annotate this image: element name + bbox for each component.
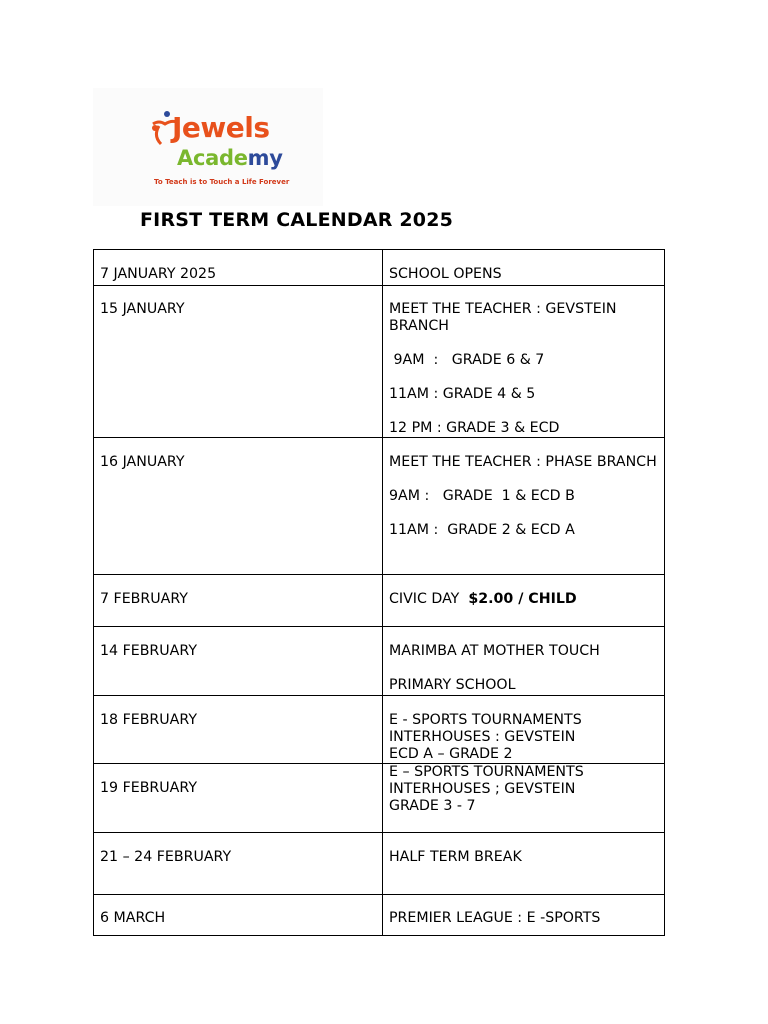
date-cell: 18 FEBRUARY bbox=[94, 696, 383, 764]
table-row bbox=[94, 575, 665, 627]
date-cell: 14 FEBRUARY bbox=[94, 627, 383, 696]
date-cell: 6 MARCH bbox=[94, 895, 383, 936]
table-row bbox=[94, 764, 665, 833]
logo-name-jewels: Jewels bbox=[172, 111, 270, 144]
event-cell: SCHOOL OPENS bbox=[383, 250, 665, 286]
logo-name-academy: Academy bbox=[177, 146, 283, 170]
event-cell: CIVIC DAY $2.00 / CHILD bbox=[383, 575, 665, 627]
event-cell: PREMIER LEAGUE : E -SPORTS bbox=[383, 895, 665, 936]
date-cell: 21 – 24 FEBRUARY bbox=[94, 833, 383, 895]
event-cell: MARIMBA AT MOTHER TOUCH PRIMARY SCHOOL bbox=[383, 627, 665, 696]
table-row bbox=[94, 833, 665, 895]
date-cell: 7 FEBRUARY bbox=[94, 575, 383, 627]
table-row bbox=[94, 696, 665, 764]
table-row bbox=[94, 286, 665, 438]
table-row bbox=[94, 438, 665, 575]
date-cell: 7 JANUARY 2025 bbox=[94, 250, 383, 286]
event-cell: MEET THE TEACHER : GEVSTEIN BRANCH 9AM : GRADE 6 & 7 11AM : GRADE 4 & 5 12 PM : GRADE 3 & ECD bbox=[383, 286, 665, 438]
table-row bbox=[94, 250, 665, 286]
logo-tagline: To Teach is to Touch a Life Forever bbox=[154, 178, 290, 186]
event-cell: HALF TERM BREAK bbox=[383, 833, 665, 895]
table-row bbox=[94, 895, 665, 936]
date-cell: 16 JANUARY bbox=[94, 438, 383, 575]
event-cell: E – SPORTS TOURNAMENTS INTERHOUSES ; GEVSTEIN GRADE 3 - 7 bbox=[383, 764, 665, 833]
calendar-table bbox=[93, 249, 665, 936]
page-title: FIRST TERM CALENDAR 2025 bbox=[140, 209, 454, 231]
school-logo bbox=[93, 88, 323, 206]
date-cell: 19 FEBRUARY bbox=[94, 764, 383, 833]
table-row bbox=[94, 627, 665, 696]
date-cell: 15 JANUARY bbox=[94, 286, 383, 438]
event-cell: MEET THE TEACHER : PHASE BRANCH 9AM : GRADE 1 & ECD B 11AM : GRADE 2 & ECD A bbox=[383, 438, 665, 575]
event-cell: E - SPORTS TOURNAMENTS INTERHOUSES : GEVSTEIN ECD A – GRADE 2 bbox=[383, 696, 665, 764]
